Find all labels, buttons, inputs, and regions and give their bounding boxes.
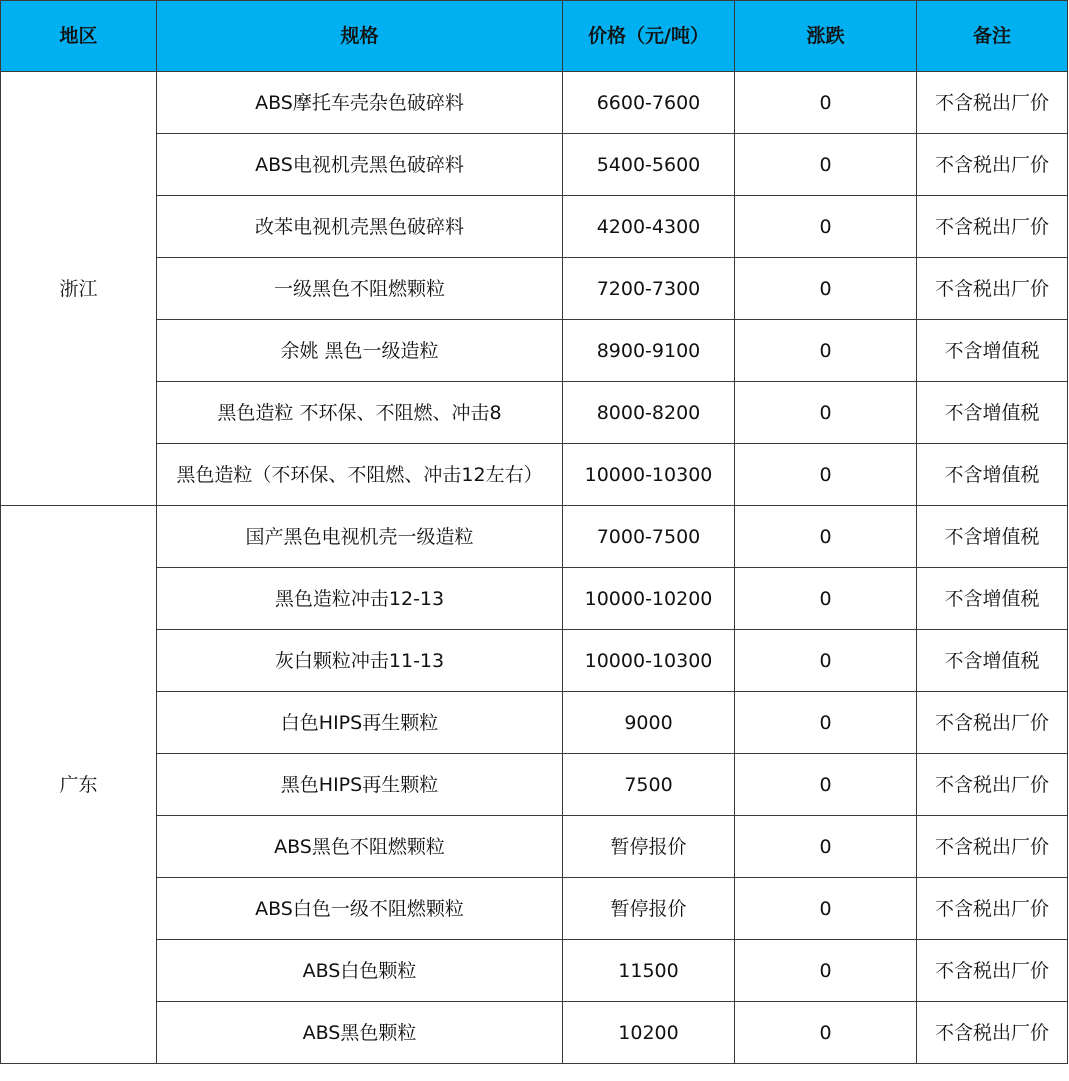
table-row bbox=[1, 258, 1068, 320]
spec-cell: 黑色HIPS再生颗粒 bbox=[157, 754, 563, 816]
table-row bbox=[1, 72, 1068, 134]
header-note: 备注 bbox=[917, 1, 1068, 72]
price-cell: 10000-10200 bbox=[563, 568, 735, 630]
spec-cell: 黑色造粒 不环保、不阻燃、冲击8 bbox=[157, 382, 563, 444]
price-cell: 5400-5600 bbox=[563, 134, 735, 196]
price-cell: 7200-7300 bbox=[563, 258, 735, 320]
table-row bbox=[1, 506, 1068, 568]
change-cell: 0 bbox=[735, 878, 917, 940]
price-cell: 8000-8200 bbox=[563, 382, 735, 444]
table-row bbox=[1, 134, 1068, 196]
table-body bbox=[1, 72, 1068, 1064]
note-cell: 不含税出厂价 bbox=[917, 258, 1068, 320]
note-cell: 不含税出厂价 bbox=[917, 940, 1068, 1002]
price-cell: 7500 bbox=[563, 754, 735, 816]
change-cell: 0 bbox=[735, 816, 917, 878]
note-cell: 不含增值税 bbox=[917, 506, 1068, 568]
price-cell: 8900-9100 bbox=[563, 320, 735, 382]
note-cell: 不含增值税 bbox=[917, 382, 1068, 444]
table-row bbox=[1, 816, 1068, 878]
table-row bbox=[1, 444, 1068, 506]
change-cell: 0 bbox=[735, 630, 917, 692]
region-cell: 浙江 bbox=[1, 72, 157, 506]
spec-cell: ABS黑色颗粒 bbox=[157, 1002, 563, 1064]
note-cell: 不含税出厂价 bbox=[917, 134, 1068, 196]
spec-cell: ABS电视机壳黑色破碎料 bbox=[157, 134, 563, 196]
change-cell: 0 bbox=[735, 72, 917, 134]
price-cell: 10000-10300 bbox=[563, 444, 735, 506]
header-row bbox=[1, 1, 1068, 72]
price-cell: 7000-7500 bbox=[563, 506, 735, 568]
change-cell: 0 bbox=[735, 258, 917, 320]
price-cell: 6600-7600 bbox=[563, 72, 735, 134]
change-cell: 0 bbox=[735, 506, 917, 568]
note-cell: 不含增值税 bbox=[917, 444, 1068, 506]
note-cell: 不含税出厂价 bbox=[917, 754, 1068, 816]
header-region: 地区 bbox=[1, 1, 157, 72]
spec-cell: ABS摩托车壳杂色破碎料 bbox=[157, 72, 563, 134]
change-cell: 0 bbox=[735, 568, 917, 630]
header-spec: 规格 bbox=[157, 1, 563, 72]
spec-cell: 国产黑色电视机壳一级造粒 bbox=[157, 506, 563, 568]
table-row bbox=[1, 630, 1068, 692]
note-cell: 不含税出厂价 bbox=[917, 878, 1068, 940]
note-cell: 不含税出厂价 bbox=[917, 72, 1068, 134]
table-row bbox=[1, 196, 1068, 258]
change-cell: 0 bbox=[735, 754, 917, 816]
change-cell: 0 bbox=[735, 940, 917, 1002]
change-cell: 0 bbox=[735, 1002, 917, 1064]
price-cell: 暂停报价 bbox=[563, 816, 735, 878]
note-cell: 不含增值税 bbox=[917, 320, 1068, 382]
table-row bbox=[1, 692, 1068, 754]
table-row bbox=[1, 382, 1068, 444]
note-cell: 不含税出厂价 bbox=[917, 816, 1068, 878]
spec-cell: 黑色造粒（不环保、不阻燃、冲击12左右） bbox=[157, 444, 563, 506]
table-row bbox=[1, 940, 1068, 1002]
note-cell: 不含税出厂价 bbox=[917, 196, 1068, 258]
change-cell: 0 bbox=[735, 692, 917, 754]
change-cell: 0 bbox=[735, 444, 917, 506]
note-cell: 不含增值税 bbox=[917, 568, 1068, 630]
spec-cell: 灰白颗粒冲击11-13 bbox=[157, 630, 563, 692]
spec-cell: 白色HIPS再生颗粒 bbox=[157, 692, 563, 754]
price-cell: 10000-10300 bbox=[563, 630, 735, 692]
header-change: 涨跌 bbox=[735, 1, 917, 72]
change-cell: 0 bbox=[735, 320, 917, 382]
price-cell: 4200-4300 bbox=[563, 196, 735, 258]
table-row bbox=[1, 754, 1068, 816]
table-row bbox=[1, 878, 1068, 940]
note-cell: 不含税出厂价 bbox=[917, 692, 1068, 754]
spec-cell: ABS白色一级不阻燃颗粒 bbox=[157, 878, 563, 940]
note-cell: 不含增值税 bbox=[917, 630, 1068, 692]
table-row bbox=[1, 320, 1068, 382]
header-price: 价格（元/吨） bbox=[563, 1, 735, 72]
change-cell: 0 bbox=[735, 382, 917, 444]
price-cell: 暂停报价 bbox=[563, 878, 735, 940]
spec-cell: ABS白色颗粒 bbox=[157, 940, 563, 1002]
spec-cell: 黑色造粒冲击12-13 bbox=[157, 568, 563, 630]
price-cell: 10200 bbox=[563, 1002, 735, 1064]
spec-cell: 改苯电视机壳黑色破碎料 bbox=[157, 196, 563, 258]
region-cell: 广东 bbox=[1, 506, 157, 1064]
spec-cell: 一级黑色不阻燃颗粒 bbox=[157, 258, 563, 320]
table-row bbox=[1, 568, 1068, 630]
note-cell: 不含税出厂价 bbox=[917, 1002, 1068, 1064]
price-cell: 11500 bbox=[563, 940, 735, 1002]
table-row bbox=[1, 1002, 1068, 1064]
spec-cell: ABS黑色不阻燃颗粒 bbox=[157, 816, 563, 878]
change-cell: 0 bbox=[735, 134, 917, 196]
change-cell: 0 bbox=[735, 196, 917, 258]
price-cell: 9000 bbox=[563, 692, 735, 754]
spec-cell: 余姚 黑色一级造粒 bbox=[157, 320, 563, 382]
